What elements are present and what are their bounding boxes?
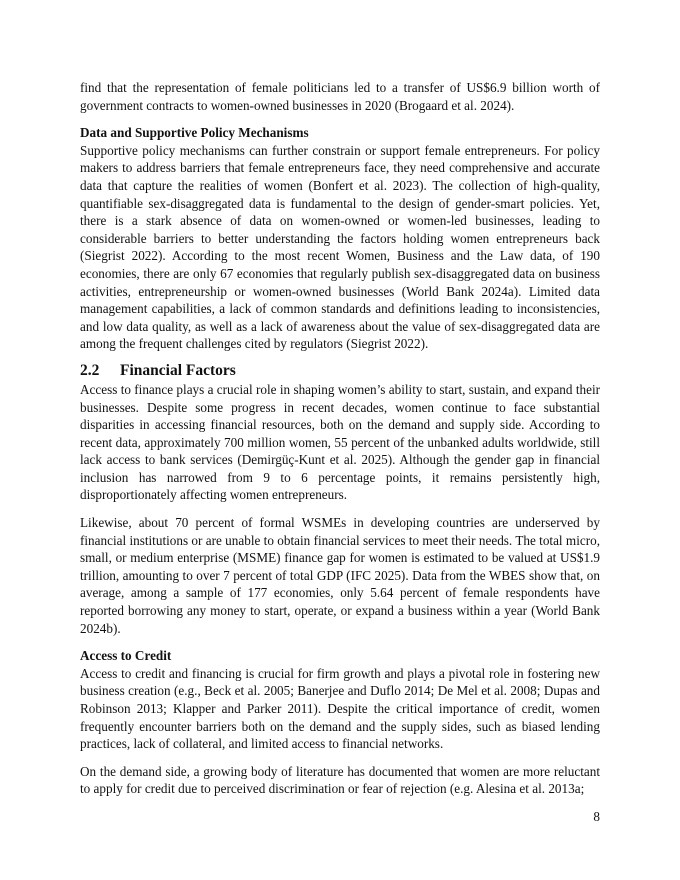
paragraph-access-finance: Access to finance plays a crucial role in shaping women’s ability to start, sustain, and expand their businesses. Despite some progress in recent decades, women continue to face substantial disparities in accessing financial resources, both on the demand and supply side. According to recent data, approximately 700 million women, 55 percent of the unbanked adults worldwide, still lack access to bank services (Demirgüç-Kunt et al. 2025). Although the gender gap in financial inclusion has narrowed from 9 to 6 percentage points, it remains persistently high, disproportionately affecting women entrepreneurs. — [80, 381, 600, 503]
paragraph-demand-side: On the demand side, a growing body of literature has documented that women are more reluctant to apply for credit due to perceived discrimination or fear of rejection (e.g. Alesina et al. 2013a; — [80, 763, 600, 797]
subheading-access-credit: Access to Credit — [80, 648, 172, 664]
paragraph-wsme-gap: Likewise, about 70 percent of formal WSMEs in developing countries are underserved by financial institutions or are unable to obtain financial services to meet their needs. The total micro, small, or medium enterprise (MSME) finance gap for women is estimated to be valued at US$1.9 trillion, amounting to over 7 percent of total GDP (IFC 2025). Data from the WBES show that, on average, among a sample of 177 economies, only 5.64 percent of female respondents have reported borrowing any money to start, operate, or expand a business within a year (World Bank 2024b). — [80, 515, 600, 636]
section-title: Financial Factors — [120, 361, 236, 379]
page-body — [80, 79, 600, 798]
subheading-data-policy: Data and Supportive Policy Mechanisms — [80, 125, 309, 141]
section-heading — [80, 361, 600, 381]
paragraph-credit: Access to credit and financing is crucial for firm growth and plays a pivotal role in fostering new business creation (e.g., Beck et al. 2005; Banerjee and Duflo 2014; De Mel et al. 2008; Dupas and Robinson 2013; Klapper and Parker 2011). Despite the critical importance of credit, women frequently encounter barriers both on the demand and the supply sides, such as biased lending practices, lack of collateral, and limited access to financial networks. — [80, 665, 600, 752]
page-number: 8 — [593, 809, 600, 824]
section-number: 2.2 — [80, 361, 100, 379]
paragraph-data-policy: Supportive policy mechanisms can further constrain or support female entrepreneurs. For policy makers to address barriers that female entrepreneurs face, they need comprehensive and accurate data that capture the realities of women (Bonfert et al. 2023). The collection of high-quality, quantifiable sex-disaggregated data is fundamental to the design of gender-smart policies. Yet, there is a stark absence of data on women-owned or women-led businesses, leading to considerable barriers to better understanding the factors holding women entrepreneurs back (Siegrist 2022). According to the most recent Women, Business and the Law data, of 190 economies, there are only 67 economies that regularly publish sex-disaggregated data on business activities, entrepreneurship or women-owned businesses (World Bank 2024a). Limited data management capabilities, a lack of common standards and definitions leading to inconsistencies, and low data quality, as well as a lack of awareness about the value of sex-disaggregated data are among the frequent challenges cited by regulators (Siegrist 2022). — [80, 142, 600, 352]
paragraph-carryover: find that the representation of female politicians led to a transfer of US$6.9 billion worth of government contracts to women-owned businesses in 2020 (Brogaard et al. 2024). — [80, 80, 600, 113]
